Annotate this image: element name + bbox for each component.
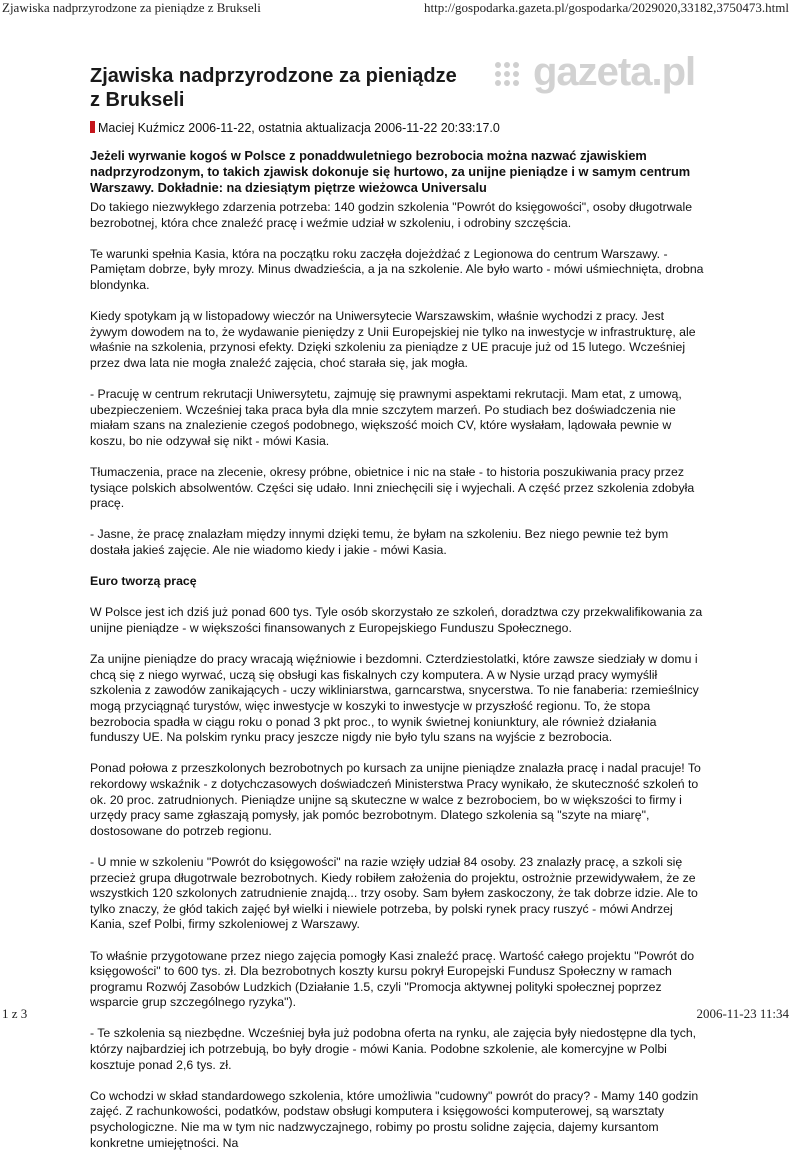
print-header-url[interactable]: http://gospodarka.gazeta.pl/gospodarka/2029020,33182,3750473.html bbox=[423, 0, 789, 15]
paragraph: - Te szkolenia są niezbędne. Wcześniej była już podobna oferta na rynku, ale zajęcia były niedostępne dla tych, którzy najbardziej ich potrzebują, bo były drogie - mówi Kania. Podobne szkolenie, ale komercyjne w Polbi kosztuje ponad 2,6 tys. zł. bbox=[90, 1026, 697, 1072]
byline-marker-icon bbox=[90, 121, 95, 133]
paragraph: Tłumaczenia, prace na zlecenie, okresy próbne, obietnice i nic na stałe - to historia poszukiwania pracy przez tysiące polskich absolwentów. Części się udało. Inni zniechęcili się i wyjechali. A część przez szkolenia zdobyła pracę. bbox=[90, 465, 695, 511]
logo-dots-icon bbox=[495, 62, 529, 90]
article-body bbox=[90, 200, 705, 1167]
article-title: Zjawiska nadprzyrodzone za pieniądze z Brukseli bbox=[90, 65, 457, 111]
page-counter: 1 z 3 bbox=[2, 1006, 28, 1021]
paragraph: To właśnie przygotowane przez niego zajęcia pomogły Kasi znaleźć pracę. Wartość całego projektu "Powrót do księgowości" to 600 tys. zł. Dla bezrobotnych koszty kursu pokrył Europejski Fundusz Społeczny w ramach programu Rozwój Zasobów Ludzkich (Działanie 1.5, czyli "Promocja aktywnej polityki społecznej poprzez wsparcie grup szczególnego ryzyka"). bbox=[90, 948, 695, 1010]
gazeta-logo[interactable] bbox=[495, 52, 695, 98]
paragraph: - U mnie w szkoleniu "Powrót do księgowości" na razie wzięły udział 84 osoby. 23 znalazły pracę, a szkoli się przecież grupa długotrwale bezrobotnych. Kiedy robiłem założenia do projektu, ostrożnie przewidywałem, że ze wszystkich 120 szkolonych zatrudnienie znajdą... trzy osoby. Sam byłem zaskoczony, że tak dobrze idzie. Ale to tylko znaczy, że głód takich zajęć był wielki i niewiele potrzeba, by polski rynek pracy ruszyć - mówi Andrzej Kania, szef Polbi, firmy szkoleniowej z Warszawy. bbox=[90, 854, 698, 932]
logo-text: gazeta.pl bbox=[533, 50, 696, 94]
print-header-title: Zjawiska nadprzyrodzone za pieniądze z Brukseli bbox=[2, 0, 261, 15]
paragraph: Kiedy spotykam ją w listopadowy wieczór na Uniwersytecie Warszawskim, właśnie wychodzi z pracy. Jest żywym dowodem na to, że wydawanie pieniędzy z Unii Europejskiej nie tylko na inwestycje w infrastrukturę, ale właśnie na szkolenia, przynosi efekty. Dzięki szkoleniu za pieniądze z UE pracuje już od 15 lutego. Wcześniej przez dwa lata nie mogła znaleźć zajęcia, choć starała się, jak mogła. bbox=[90, 309, 696, 370]
article-lead: Jeżeli wyrwanie kogoś w Polsce z ponaddwuletniego bezrobocia można nazwać zjawiskiem nadprzyrodzonym, to takich zjawisk dokonuje się hurtowo, za unijne pieniądze i w samym centrum Warszawy. Dokładnie: na dziesiątym piętrze wieżowca Universalu bbox=[90, 148, 691, 195]
paragraph: Do takiego niezwykłego zdarzenia potrzeba: 140 godzin szkolenia "Powrót do księgowości", osoby długotrwale bezrobotnej, która chce znaleźć pracę i weźmie udział w szkoleniu, i odrobiny szczęścia. bbox=[90, 200, 693, 230]
subheading: Euro tworzą pracę bbox=[90, 574, 197, 589]
byline bbox=[90, 121, 500, 135]
paragraph: Te warunki spełnia Kasia, która na początku roku zaczęła dojeżdżać z Legionowa do centrum Warszawy. - Pamiętam dobrze, były mrozy. Minus dwadzieścia, a ja na szkolenie. Ale było warto - mówi uśmiechnięta, drobna blondynka. bbox=[90, 246, 704, 292]
paragraph: - Jasne, że pracę znalazłam między innymi dzięki temu, że byłam na szkoleniu. Bez niego pewnie też bym dostała jakieś zajęcie. Ale nie wiadomo kiedy i jakie - mówi Kasia. bbox=[90, 527, 669, 558]
print-timestamp: 2006-11-23 11:34 bbox=[696, 1006, 789, 1021]
byline-text: Maciej Kuźmicz 2006-11-22, ostatnia aktualizacja 2006-11-22 20:33:17.0 bbox=[98, 121, 500, 135]
paragraph: Co wchodzi w skład standardowego szkolenia, które umożliwia "cudowny" powrót do pracy? - Mamy 140 godzin zajęć. Z rachunkowości, podatków, podstaw obsługi komputera i księgowości komputerowej, są warsztaty psychologiczne. Nie ma w tym nic nadzwyczajnego, robimy po prostu solidne zajęcia, dajemy kursantom konkretne umiejętności. Na bbox=[90, 1088, 699, 1150]
paragraph: Ponad połowa z przeszkolonych bezrobotnych po kursach za unijne pieniądze znalazła pracę i nadal pracuje! To rekordowy wskaźnik - z dotychczasowych doświadczeń Ministerstwa Pracy wynikało, że skuteczność szkoleń to ok. 20 proc. zatrudnionych. Pieniądze unijne są skuteczne w walce z bezrobociem, bo w większości to firmy i urzędy pracy same zgłaszają pomysły, jak pomóc bezrobotnym. Dlatego szkolenia są "szyte na miarę", dostosowane do potrzeb regionu. bbox=[90, 761, 701, 838]
paragraph: - Pracuję w centrum rekrutacji Uniwersytetu, zajmuję się prawnymi aspektami rekrutacji. Mam etat, z umową, ubezpieczeniem. Wcześniej taka praca była dla mnie szczytem marzeń. Po studiach bez doświadczenia nie miałam szans na znalezienie czegoś podobnego, większość moich CV, które wysłałam, lądowała pewnie w koszu, bo nie odzywał się nikt - mówi Kasia. bbox=[90, 387, 682, 448]
paragraph: W Polsce jest ich dziś już ponad 600 tys. Tyle osób skorzystało ze szkoleń, doradztwa czy przekwalifikowania za unijne pieniądze - w większości finansowanych z Europejskiego Funduszu Społecznego. bbox=[90, 605, 703, 636]
paragraph: Za unijne pieniądze do pracy wracają więźniowie i bezdomni. Czterdziestolatki, które zawsze siedziały w domu i chcą się z niego wyrwać, uczą się obsługi kas fiskalnych czy komputera. A w Nysie urząd pracy wymyślił szkolenia z zawodów zanikających - uczy wikliniarstwa, garncarstwa, snycerstwa. To nie fanaberia: rzemieślnicy mogą przyciągnąć turystów, więc inwestycje w koszyki to inwestycje w przyszłość regionu. To, że stopa bezrobocia spadła w ciągu roku o ponad 3 pkt proc., to wynik świetnej koniunktury, ale również działania funduszy UE. Na polskim rynku pracy jeszcze nigdy nie było tylu szans na wyjście z bezrobocia. bbox=[90, 652, 699, 745]
